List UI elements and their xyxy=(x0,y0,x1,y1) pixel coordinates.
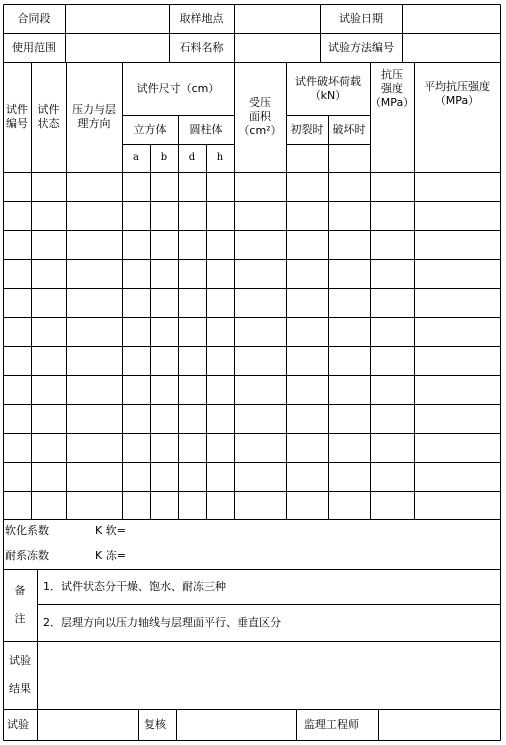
comp-strength-cell[interactable] xyxy=(370,404,414,433)
dim-a-cell[interactable] xyxy=(122,404,150,433)
specimen-state-header: 试件 状态 xyxy=(37,103,60,130)
dim-b-cell[interactable] xyxy=(150,404,178,433)
avg-comp-strength-cell[interactable] xyxy=(414,346,500,375)
supervisor-field[interactable] xyxy=(378,709,500,740)
cylinder-header: 圆柱体 xyxy=(189,122,223,136)
pressure-layer-direction-cell[interactable] xyxy=(66,404,122,433)
bearing-area-cell[interactable] xyxy=(234,491,286,519)
failure-load-cell[interactable] xyxy=(328,288,370,317)
stone-name-field[interactable] xyxy=(234,33,320,62)
dim-h-cell[interactable] xyxy=(206,317,234,346)
specimen-no-cell[interactable] xyxy=(3,288,31,317)
tester-field[interactable] xyxy=(37,709,138,740)
initial-crack-load-cell[interactable] xyxy=(286,288,328,317)
dim-d-cell[interactable] xyxy=(178,491,206,519)
dim-d-cell[interactable] xyxy=(178,433,206,462)
dim-h-cell[interactable] xyxy=(206,172,234,201)
sampling-location-label: 取样地点 xyxy=(179,11,224,25)
comp-strength-cell[interactable] xyxy=(370,491,414,519)
dim-d-cell[interactable] xyxy=(178,404,206,433)
specimen-no-cell[interactable] xyxy=(3,172,31,201)
initial-crack-load-cell[interactable] xyxy=(286,491,328,519)
failure-load-cell[interactable] xyxy=(328,404,370,433)
remark-note-1: 1．试件状态分干燥、饱水、耐冻三种 xyxy=(43,579,226,593)
specimen-no-cell[interactable] xyxy=(3,201,31,230)
usage-scope-label: 使用范围 xyxy=(12,40,56,54)
dim-a-cell[interactable] xyxy=(122,462,150,491)
test-result-field[interactable] xyxy=(37,641,500,709)
dim-a-cell[interactable] xyxy=(122,346,150,375)
dim-b-cell[interactable] xyxy=(150,172,178,201)
avg-comp-strength-cell[interactable] xyxy=(414,317,500,346)
avg-comp-strength-cell[interactable] xyxy=(414,288,500,317)
dim-b-cell[interactable] xyxy=(150,230,178,259)
dim-d-cell[interactable] xyxy=(178,346,206,375)
dim-b-cell[interactable] xyxy=(150,317,178,346)
specimen-size-header: 试件尺寸（cm） xyxy=(136,81,220,95)
bearing-area-cell[interactable] xyxy=(234,259,286,288)
specimen-state-cell[interactable] xyxy=(31,230,66,259)
dim-a-cell[interactable] xyxy=(122,230,150,259)
comp-strength-cell[interactable] xyxy=(370,201,414,230)
dim-b-cell[interactable] xyxy=(150,462,178,491)
cube-header: 立方体 xyxy=(133,122,167,136)
pressure-layer-direction-cell[interactable] xyxy=(66,462,122,491)
pressure-layer-direction-cell[interactable] xyxy=(66,346,122,375)
dim-h-header: h xyxy=(216,152,224,163)
failure-load-cell[interactable] xyxy=(328,201,370,230)
softening-coefficient-value[interactable]: K 软= xyxy=(95,524,126,537)
specimen-no-cell[interactable] xyxy=(3,317,31,346)
initial-crack-load-cell[interactable] xyxy=(286,201,328,230)
avg-comp-strength-cell[interactable] xyxy=(414,259,500,288)
specimen-state-cell[interactable] xyxy=(31,317,66,346)
avg-comp-strength-cell[interactable] xyxy=(414,201,500,230)
specimen-no-cell[interactable] xyxy=(3,375,31,404)
bearing-area-cell[interactable] xyxy=(234,375,286,404)
reviewer-field[interactable] xyxy=(176,709,296,740)
bearing-area-header: 受压 面积 （cm²） xyxy=(238,96,282,137)
freeze-coefficient-value[interactable]: K 冻= xyxy=(95,549,126,562)
remarks-label: 备 注 xyxy=(14,584,26,625)
test-result-label: 试验 结果 xyxy=(9,654,31,695)
failure-load-cell[interactable] xyxy=(328,462,370,491)
at-failure-header: 破坏时 xyxy=(332,122,366,136)
pressure-layer-direction-cell[interactable] xyxy=(66,201,122,230)
dim-d-cell[interactable] xyxy=(178,201,206,230)
dim-a-cell[interactable] xyxy=(122,317,150,346)
dim-a-cell[interactable] xyxy=(122,288,150,317)
softening-coefficient-label: 软化系数 xyxy=(5,524,49,537)
dim-a-cell[interactable] xyxy=(122,172,150,201)
dim-b-cell[interactable] xyxy=(150,433,178,462)
comp-strength-cell[interactable] xyxy=(370,346,414,375)
initial-crack-load-cell[interactable] xyxy=(286,172,328,201)
pressure-layer-direction-cell[interactable] xyxy=(66,230,122,259)
test-method-no-label: 试验方法编号 xyxy=(328,40,394,54)
usage-scope-field[interactable] xyxy=(65,33,169,62)
failure-load-cell[interactable] xyxy=(328,433,370,462)
avg-comp-strength-header: 平均抗压强度 （MPa） xyxy=(424,80,490,107)
dim-b-cell[interactable] xyxy=(150,201,178,230)
dim-h-cell[interactable] xyxy=(206,462,234,491)
dim-a-cell[interactable] xyxy=(122,201,150,230)
contract-section-label: 合同段 xyxy=(17,11,51,25)
initial-crack-load-cell[interactable] xyxy=(286,230,328,259)
initial-crack-load-cell[interactable] xyxy=(286,375,328,404)
pressure-layer-direction-header: 压力与层 理方向 xyxy=(72,103,116,130)
comp-strength-cell[interactable] xyxy=(370,433,414,462)
comp-strength-header: 抗压 强度 （MPa） xyxy=(369,68,415,109)
failure-load-cell[interactable] xyxy=(328,317,370,346)
dim-h-cell[interactable] xyxy=(206,346,234,375)
failure-load-cell[interactable] xyxy=(328,259,370,288)
initial-crack-load-cell[interactable] xyxy=(286,433,328,462)
test-method-no-field[interactable] xyxy=(402,33,500,62)
failure-load-cell[interactable] xyxy=(328,172,370,201)
specimen-no-cell[interactable] xyxy=(3,346,31,375)
bearing-area-cell[interactable] xyxy=(234,172,286,201)
bearing-area-cell[interactable] xyxy=(234,201,286,230)
specimen-no-header: 试件 编号 xyxy=(6,103,28,130)
stone-name-label: 石料名称 xyxy=(179,40,224,54)
failure-load-cell[interactable] xyxy=(328,375,370,404)
comp-strength-cell[interactable] xyxy=(370,230,414,259)
specimen-state-cell[interactable] xyxy=(31,288,66,317)
dim-h-cell[interactable] xyxy=(206,201,234,230)
dim-a-cell[interactable] xyxy=(122,491,150,519)
dim-a-cell[interactable] xyxy=(122,375,150,404)
dim-b-header: b xyxy=(160,152,168,163)
initial-crack-load-cell[interactable] xyxy=(286,317,328,346)
failure-load-cell[interactable] xyxy=(328,230,370,259)
avg-comp-strength-cell[interactable] xyxy=(414,433,500,462)
dim-b-cell[interactable] xyxy=(150,259,178,288)
comp-strength-cell[interactable] xyxy=(370,462,414,491)
initial-crack-load-cell[interactable] xyxy=(286,259,328,288)
dim-h-cell[interactable] xyxy=(206,259,234,288)
dim-a-cell[interactable] xyxy=(122,259,150,288)
sampling-location-field[interactable] xyxy=(234,4,320,33)
comp-strength-cell[interactable] xyxy=(370,172,414,201)
pressure-layer-direction-cell[interactable] xyxy=(66,433,122,462)
initial-crack-header: 初裂时 xyxy=(290,122,324,136)
specimen-no-cell[interactable] xyxy=(3,230,31,259)
dim-d-cell[interactable] xyxy=(178,230,206,259)
dim-d-cell[interactable] xyxy=(178,317,206,346)
avg-comp-strength-cell[interactable] xyxy=(414,404,500,433)
avg-comp-strength-cell[interactable] xyxy=(414,230,500,259)
dim-d-cell[interactable] xyxy=(178,375,206,404)
test-date-field[interactable] xyxy=(402,4,500,33)
specimen-no-cell[interactable] xyxy=(3,491,31,519)
pressure-layer-direction-cell[interactable] xyxy=(66,375,122,404)
failure-load-cell[interactable] xyxy=(328,346,370,375)
reviewer-label: 复核 xyxy=(144,717,166,731)
dim-b-cell[interactable] xyxy=(150,346,178,375)
dim-h-cell[interactable] xyxy=(206,404,234,433)
comp-strength-cell[interactable] xyxy=(370,288,414,317)
bearing-area-cell[interactable] xyxy=(234,288,286,317)
pressure-layer-direction-cell[interactable] xyxy=(66,317,122,346)
dim-d-cell[interactable] xyxy=(178,462,206,491)
bearing-area-cell[interactable] xyxy=(234,462,286,491)
initial-crack-load-cell[interactable] xyxy=(286,462,328,491)
supervisor-label: 监理工程师 xyxy=(304,717,359,731)
dim-b-cell[interactable] xyxy=(150,375,178,404)
bearing-area-cell[interactable] xyxy=(234,433,286,462)
specimen-state-cell[interactable] xyxy=(31,375,66,404)
dim-h-cell[interactable] xyxy=(206,230,234,259)
failure-load-header: 试件破坏荷载 （kN） xyxy=(295,74,361,102)
dim-b-cell[interactable] xyxy=(150,288,178,317)
dim-d-cell[interactable] xyxy=(178,259,206,288)
specimen-state-cell[interactable] xyxy=(31,346,66,375)
pressure-layer-direction-cell[interactable] xyxy=(66,288,122,317)
dim-b-cell[interactable] xyxy=(150,491,178,519)
specimen-no-cell[interactable] xyxy=(3,433,31,462)
dim-a-header: a xyxy=(133,152,139,163)
initial-crack-load-cell[interactable] xyxy=(286,346,328,375)
avg-comp-strength-cell[interactable] xyxy=(414,375,500,404)
bearing-area-cell[interactable] xyxy=(234,346,286,375)
bearing-area-cell[interactable] xyxy=(234,317,286,346)
dim-d-cell[interactable] xyxy=(178,172,206,201)
specimen-no-cell[interactable] xyxy=(3,462,31,491)
failure-load-cell[interactable] xyxy=(328,491,370,519)
avg-comp-strength-cell[interactable] xyxy=(414,172,500,201)
initial-crack-load-cell[interactable] xyxy=(286,404,328,433)
specimen-state-cell[interactable] xyxy=(31,491,66,519)
dim-d-header: d xyxy=(188,152,196,163)
dim-a-cell[interactable] xyxy=(122,433,150,462)
tester-label: 试验 xyxy=(7,717,29,731)
specimen-state-cell[interactable] xyxy=(31,201,66,230)
pressure-layer-direction-cell[interactable] xyxy=(66,172,122,201)
comp-strength-cell[interactable] xyxy=(370,259,414,288)
specimen-state-cell[interactable] xyxy=(31,172,66,201)
bearing-area-cell[interactable] xyxy=(234,230,286,259)
pressure-layer-direction-cell[interactable] xyxy=(66,491,122,519)
specimen-state-cell[interactable] xyxy=(31,404,66,433)
remark-note-2: 2．层理方向以压力轴线与层理面平行、垂直区分 xyxy=(43,615,281,629)
dim-h-cell[interactable] xyxy=(206,433,234,462)
dim-h-cell[interactable] xyxy=(206,375,234,404)
bearing-area-cell[interactable] xyxy=(234,404,286,433)
freeze-coefficient-label: 耐系冻数 xyxy=(5,549,49,562)
specimen-state-cell[interactable] xyxy=(31,462,66,491)
pressure-layer-direction-cell[interactable] xyxy=(66,259,122,288)
avg-comp-strength-cell[interactable] xyxy=(414,491,500,519)
specimen-no-cell[interactable] xyxy=(3,404,31,433)
specimen-state-cell[interactable] xyxy=(31,433,66,462)
comp-strength-cell[interactable] xyxy=(370,375,414,404)
specimen-no-cell[interactable] xyxy=(3,259,31,288)
dim-h-cell[interactable] xyxy=(206,288,234,317)
contract-section-field[interactable] xyxy=(65,4,169,33)
comp-strength-cell[interactable] xyxy=(370,317,414,346)
avg-comp-strength-cell[interactable] xyxy=(414,462,500,491)
dim-h-cell[interactable] xyxy=(206,491,234,519)
dim-d-cell[interactable] xyxy=(178,288,206,317)
specimen-state-cell[interactable] xyxy=(31,259,66,288)
test-date-label: 试验日期 xyxy=(339,11,383,25)
